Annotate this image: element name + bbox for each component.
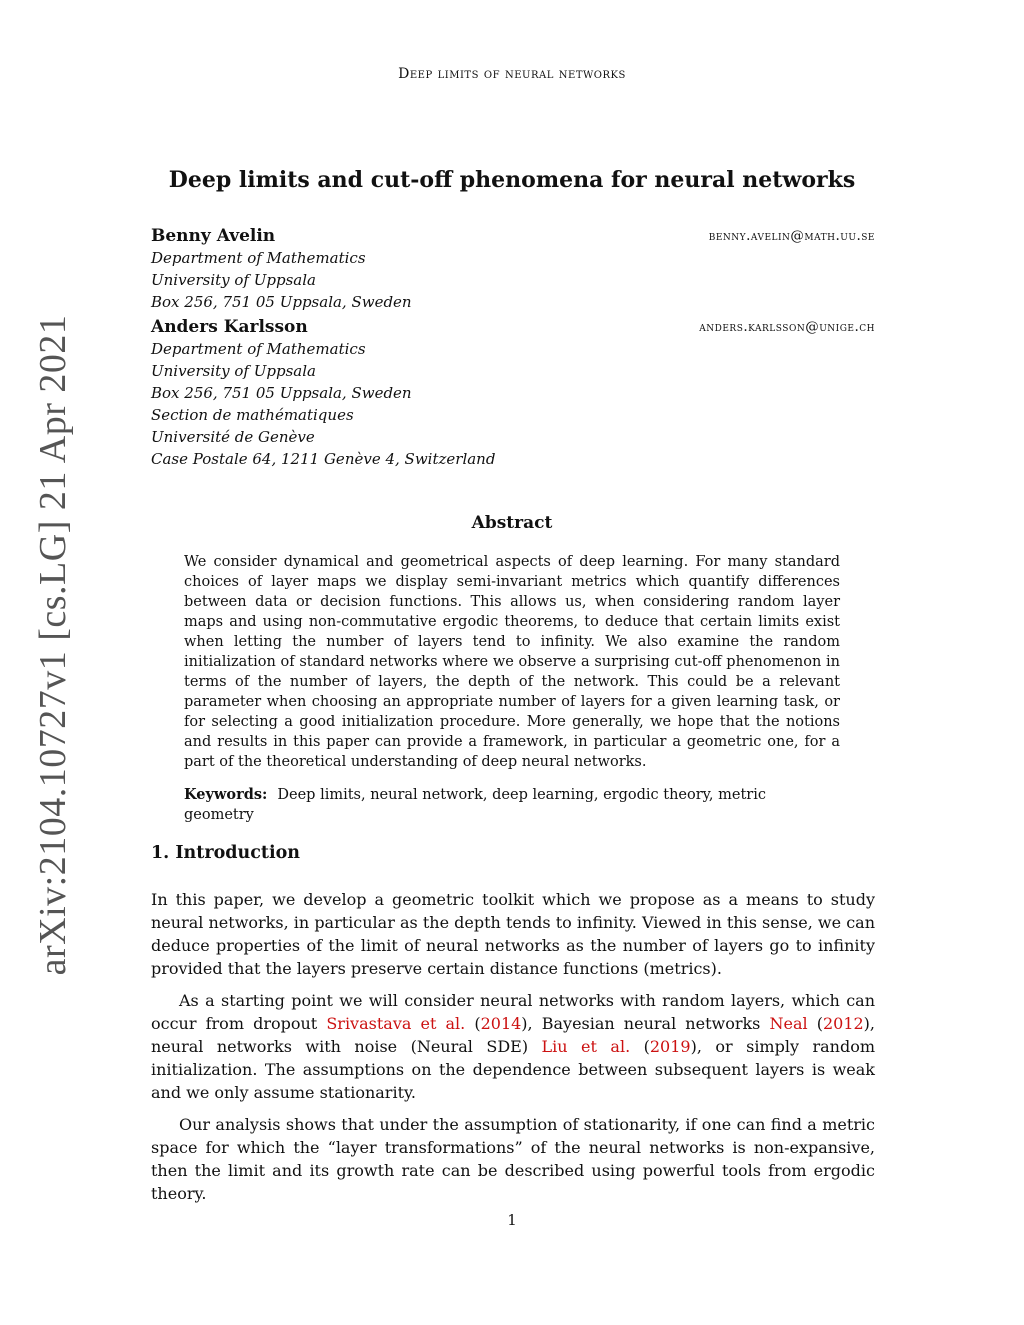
text-span: ( <box>465 1014 481 1033</box>
citation-year-link[interactable]: 2012 <box>822 1014 864 1033</box>
affiliation-line: Department of Mathematics <box>151 249 366 267</box>
citation-year-link[interactable]: 2014 <box>480 1014 522 1033</box>
running-head: Deep limits of neural networks <box>398 66 626 82</box>
text-span: ), Bayesian neural networks <box>521 1014 770 1033</box>
section-heading: 1. Introduction <box>151 843 300 863</box>
text-span: ( <box>807 1014 823 1033</box>
author-name: Benny Avelin <box>151 226 276 246</box>
arxiv-stamp: arXiv:2104.10727v1 [cs.LG] 21 Apr 2021 <box>32 314 74 976</box>
citation-link[interactable]: Liu et al. <box>541 1037 631 1056</box>
paragraph-1: In this paper, we develop a geometric toolkit which we propose as a means to study neural networks, in particular as the depth tends to infinity. Viewed in this sense, we can deduce properties of the limit of neural networks as the number of layers go to infinity provided that the layers preserve certain distance functions (metrics). <box>151 890 875 978</box>
affiliation-line: Box 256, 751 05 Uppsala, Sweden <box>151 384 412 402</box>
paragraph-2 <box>151 989 875 1104</box>
citation-year-link[interactable]: 2019 <box>649 1037 691 1056</box>
abstract-text: We consider dynamical and geometrical aspects of deep learning. For many standard choices of layer maps we display semi-invariant metrics which quantify differences between data or decision functions. This allows us, when considering random layer maps and using non-commutative ergodic theorems, to deduce that certain limits exist when letting the number of layers tend to infinity. We also examine the random initialization of standard networks where we observe a surprising cut-off phenomenon in terms of the number of layers, the depth of the network. This could be a relevant parameter when choosing an appropriate number of layers for a given learning task, or for selecting a good initialization procedure. More generally, we hope that the notions and results in this paper can provide a framework, in particular a geometric one, for a part of the theoretical understanding of deep neural networks. <box>184 554 840 770</box>
text-span: ), or simply random initialization. The assumptions on the dependence between subsequent layers is weak and we only assume stationarity. <box>151 1037 876 1102</box>
text-span: As a starting point we will consider neural networks with random layers, which can occur from dropout <box>151 991 875 1033</box>
affiliation-line: Box 256, 751 05 Uppsala, Sweden <box>151 293 412 311</box>
citation-link[interactable]: Srivastava et al. <box>326 1014 466 1033</box>
affiliation-line: Case Postale 64, 1211 Genève 4, Switzerland <box>151 450 496 468</box>
keywords-label: Keywords: <box>184 786 268 803</box>
page-number: 1 <box>507 1211 517 1229</box>
paragraph-3: Our analysis shows that under the assumption of stationarity, if one can find a metric space for which the “layer transformations” of the neural networks is non-expansive, then the limit and its growth rate can be described using powerful tools from ergodic theory. <box>151 1115 875 1203</box>
author-name: Anders Karlsson <box>151 317 308 337</box>
affiliation-line: Université de Genève <box>151 428 315 446</box>
abstract-heading: Abstract <box>471 513 553 533</box>
keywords-text: Deep limits, neural network, deep learning, ergodic theory, metric geometry <box>184 787 766 823</box>
affiliation-line: University of Uppsala <box>151 362 316 380</box>
author-email[interactable]: anders.karlsson@unige.ch <box>699 319 875 335</box>
author-block-2 <box>151 316 875 470</box>
keywords <box>184 785 840 825</box>
affiliation-line: University of Uppsala <box>151 271 316 289</box>
text-span: ), neural networks with noise (Neural SDE) <box>151 1014 875 1056</box>
author-email[interactable]: benny.avelin@math.uu.se <box>708 228 875 244</box>
author-block-1 <box>151 225 875 313</box>
text-span: ( <box>630 1037 650 1056</box>
paper-title: Deep limits and cut-off phenomena for neural networks <box>168 167 856 193</box>
affiliation-line: Section de mathématiques <box>151 406 354 424</box>
affiliation-line: Department of Mathematics <box>151 340 366 358</box>
citation-link[interactable]: Neal <box>769 1014 808 1033</box>
